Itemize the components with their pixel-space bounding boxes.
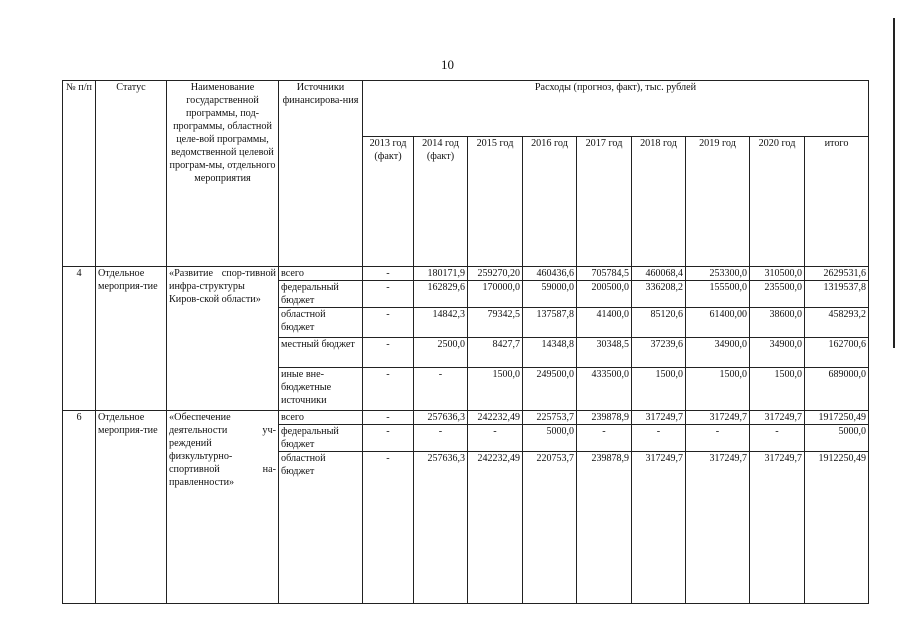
value-cell: 458293,2 bbox=[805, 308, 869, 338]
value-cell: 85120,6 bbox=[632, 308, 686, 338]
value-cell: 317249,7 bbox=[686, 452, 750, 604]
value-cell: - bbox=[363, 281, 414, 308]
year-header-cell: 2020 год bbox=[750, 137, 805, 267]
value-cell: - bbox=[468, 425, 523, 452]
value-cell: 1917250,49 bbox=[805, 411, 869, 425]
value-cell: 137587,8 bbox=[523, 308, 577, 338]
value-cell: 242232,49 bbox=[468, 411, 523, 425]
value-cell: 79342,5 bbox=[468, 308, 523, 338]
year-header-cell: 2017 год bbox=[577, 137, 632, 267]
row-status: Отдельное мероприя-тие bbox=[96, 411, 167, 604]
value-cell: 235500,0 bbox=[750, 281, 805, 308]
value-cell: 1500,0 bbox=[686, 368, 750, 411]
row-number: 6 bbox=[63, 411, 96, 604]
value-cell: 41400,0 bbox=[577, 308, 632, 338]
value-cell: 242232,49 bbox=[468, 452, 523, 604]
value-cell: 259270,20 bbox=[468, 267, 523, 281]
value-cell: - bbox=[363, 368, 414, 411]
value-cell: - bbox=[363, 308, 414, 338]
value-cell: 317249,7 bbox=[750, 452, 805, 604]
value-cell: 1319537,8 bbox=[805, 281, 869, 308]
value-cell: - bbox=[632, 425, 686, 452]
value-cell: 59000,0 bbox=[523, 281, 577, 308]
value-cell: 310500,0 bbox=[750, 267, 805, 281]
year-header-cell: итого bbox=[805, 137, 869, 267]
header-row-1 bbox=[63, 81, 869, 137]
value-cell: 30348,5 bbox=[577, 338, 632, 368]
value-cell: 460068,4 bbox=[632, 267, 686, 281]
value-cell: - bbox=[363, 452, 414, 604]
value-cell: 225753,7 bbox=[523, 411, 577, 425]
row-number: 4 bbox=[63, 267, 96, 411]
value-cell: 257636,3 bbox=[414, 411, 468, 425]
value-cell: 8427,7 bbox=[468, 338, 523, 368]
source-label: местный бюджет bbox=[279, 338, 363, 368]
table-row bbox=[63, 411, 869, 425]
value-cell: 2629531,6 bbox=[805, 267, 869, 281]
value-cell: 257636,3 bbox=[414, 452, 468, 604]
col-header-expenses: Расходы (прогноз, факт), тыс. рублей bbox=[363, 81, 869, 137]
source-label: областной бюджет bbox=[279, 308, 363, 338]
source-label: областной бюджет bbox=[279, 452, 363, 604]
value-cell: 162700,6 bbox=[805, 338, 869, 368]
source-label: всего bbox=[279, 267, 363, 281]
value-cell: 1500,0 bbox=[750, 368, 805, 411]
value-cell: - bbox=[363, 425, 414, 452]
value-cell: 5000,0 bbox=[805, 425, 869, 452]
value-cell: 317249,7 bbox=[686, 411, 750, 425]
value-cell: 689000,0 bbox=[805, 368, 869, 411]
value-cell: 155500,0 bbox=[686, 281, 750, 308]
source-label: федеральный бюджет bbox=[279, 425, 363, 452]
value-cell: - bbox=[686, 425, 750, 452]
value-cell: - bbox=[363, 267, 414, 281]
value-cell: 239878,9 bbox=[577, 411, 632, 425]
value-cell: 14842,3 bbox=[414, 308, 468, 338]
row-status: Отдельное мероприя-тие bbox=[96, 267, 167, 411]
value-cell: 253300,0 bbox=[686, 267, 750, 281]
col-header-source: Источники финансирова-ния bbox=[279, 81, 363, 267]
source-label: федеральный бюджет bbox=[279, 281, 363, 308]
value-cell: 170000,0 bbox=[468, 281, 523, 308]
value-cell: 34900,0 bbox=[750, 338, 805, 368]
value-cell: 14348,8 bbox=[523, 338, 577, 368]
value-cell: 336208,2 bbox=[632, 281, 686, 308]
year-header-cell: 2015 год bbox=[468, 137, 523, 267]
year-header-cell: 2019 год bbox=[686, 137, 750, 267]
value-cell: 239878,9 bbox=[577, 452, 632, 604]
col-header-no: № п/п bbox=[63, 81, 96, 267]
value-cell: 220753,7 bbox=[523, 452, 577, 604]
table-row bbox=[63, 267, 869, 281]
value-cell: - bbox=[414, 368, 468, 411]
value-cell: 200500,0 bbox=[577, 281, 632, 308]
value-cell: - bbox=[577, 425, 632, 452]
value-cell: 317249,7 bbox=[750, 411, 805, 425]
row-name: «Обеспечение деятельности уч-реждений физкультурно-спортивной на-правленности» bbox=[167, 411, 279, 604]
value-cell: 37239,6 bbox=[632, 338, 686, 368]
value-cell: 1500,0 bbox=[468, 368, 523, 411]
expenses-table bbox=[62, 80, 869, 604]
value-cell: - bbox=[414, 425, 468, 452]
value-cell: - bbox=[363, 411, 414, 425]
value-cell: 2500,0 bbox=[414, 338, 468, 368]
row-name: «Развитие спор-тивной инфра-структуры Киров-ской области» bbox=[167, 267, 279, 411]
year-header-cell: 2013 год (факт) bbox=[363, 137, 414, 267]
year-header-cell: 2014 год (факт) bbox=[414, 137, 468, 267]
value-cell: 162829,6 bbox=[414, 281, 468, 308]
value-cell: - bbox=[363, 338, 414, 368]
source-label: иные вне-бюджетные источники bbox=[279, 368, 363, 411]
source-label: всего bbox=[279, 411, 363, 425]
value-cell: 61400,00 bbox=[686, 308, 750, 338]
value-cell: 705784,5 bbox=[577, 267, 632, 281]
value-cell: 1912250,49 bbox=[805, 452, 869, 604]
value-cell: 1500,0 bbox=[632, 368, 686, 411]
value-cell: - bbox=[750, 425, 805, 452]
table-body bbox=[63, 81, 869, 604]
value-cell: 433500,0 bbox=[577, 368, 632, 411]
value-cell: 180171,9 bbox=[414, 267, 468, 281]
value-cell: 249500,0 bbox=[523, 368, 577, 411]
col-header-name: Наименование государственной программы, под-программы, областной целе-вой программы, ведомственной целевой програм-мы, отдельного мероприятия bbox=[167, 81, 279, 267]
value-cell: 5000,0 bbox=[523, 425, 577, 452]
value-cell: 317249,7 bbox=[632, 411, 686, 425]
value-cell: 38600,0 bbox=[750, 308, 805, 338]
year-header-cell: 2016 год bbox=[523, 137, 577, 267]
margin-rule bbox=[893, 18, 895, 348]
value-cell: 317249,7 bbox=[632, 452, 686, 604]
value-cell: 460436,6 bbox=[523, 267, 577, 281]
year-header-cell: 2018 год bbox=[632, 137, 686, 267]
page-number: 10 bbox=[441, 57, 454, 72]
col-header-status: Статус bbox=[96, 81, 167, 267]
value-cell: 34900,0 bbox=[686, 338, 750, 368]
